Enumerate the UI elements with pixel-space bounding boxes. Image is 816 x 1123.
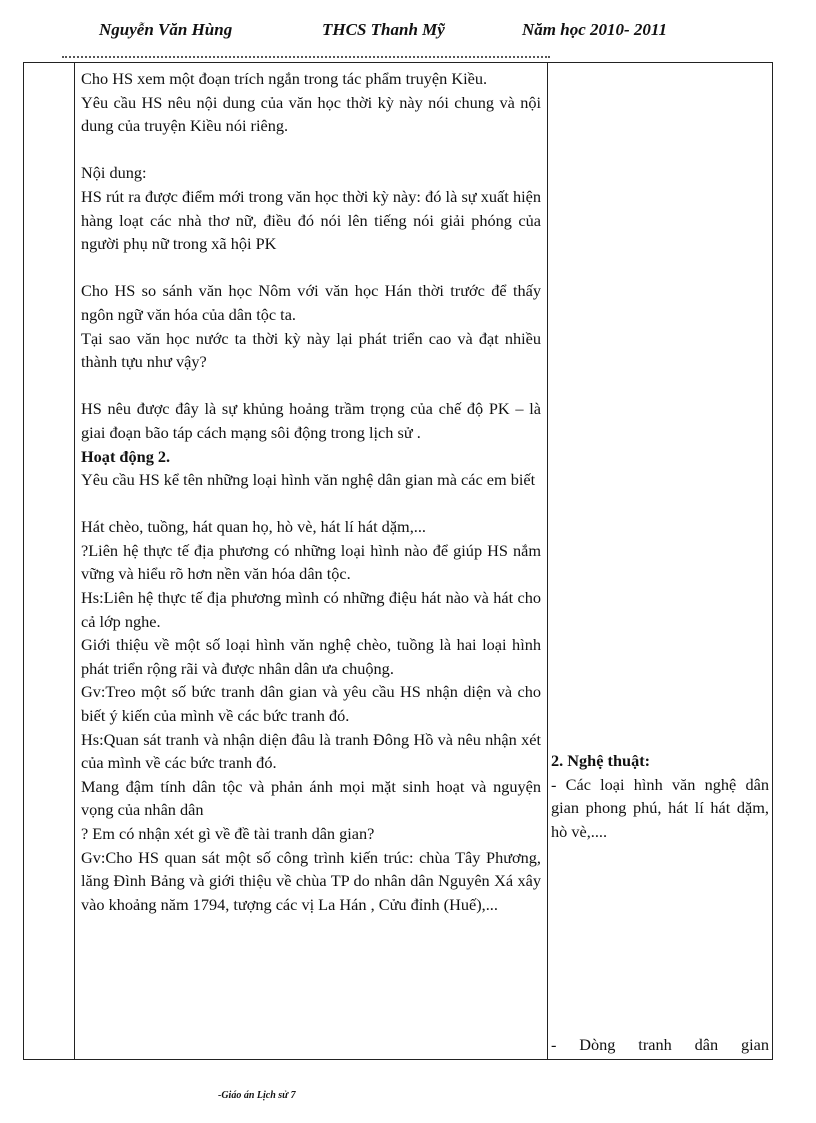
author-name: Nguyễn Văn Hùng	[99, 20, 233, 39]
activity-paragraph: Hs:Quan sát tranh và nhận diện đâu là tranh Đông Hồ và nêu nhận xét của mình về các bức tranh đó.	[81, 729, 541, 773]
activity-paragraph: Cho HS so sánh văn học Nôm với văn học Hán thời trước để thấy ngôn ngữ văn hóa của dân tộc ta.	[81, 281, 541, 324]
art-text: - Các loại hình văn nghệ dân gian phong phú, hát lí hát dặm, hò vè,....	[551, 774, 769, 841]
column-divider-right	[547, 63, 548, 1059]
activity-2-heading: Hoạt động 2.	[81, 446, 171, 466]
activity-paragraph: Nội dung:	[81, 163, 147, 183]
activity-paragraph: ? Em có nhận xét gì về đề tài tranh dân gian?	[81, 824, 375, 843]
blank-line	[81, 374, 541, 398]
folk-painting-text: - Dòng tranh dân gian	[551, 1035, 769, 1054]
school-year: Năm học 2010- 2011	[522, 20, 667, 39]
lesson-table	[23, 62, 773, 1060]
content-column-bottom	[551, 1033, 769, 1057]
activity-paragraph: HS rút ra được điểm mới trong văn học thời kỳ này: đó là sự xuất hiện hàng loạt các nhà thơ nữ, điều đó nói lên tiếng nói giải phóng của người phụ nữ trong xã hội PK	[81, 186, 541, 254]
page-footer: -Giáo án Lịch sử 7	[218, 1090, 296, 1101]
activity-paragraph: Yêu cầu HS nêu nội dung của văn học thời kỳ này nói chung và nội dung của truyện Kiều nói riêng.	[81, 92, 541, 136]
blank-line	[81, 256, 541, 280]
activity-paragraph: Gv:Cho HS quan sát một số công trình kiến trúc: chùa Tây Phương, lăng Đình Bảng và giới thiệu về chùa TP do nhân dân Nguyên Xá xây vào khoảng năm 1794, tượng các vị La Hán , Cửu đỉnh (Huế),...	[81, 847, 541, 914]
activity-paragraph: Cho HS xem một đoạn trích ngắn trong tác phẩm truyện Kiều.	[81, 69, 488, 88]
column-divider-left	[74, 63, 75, 1059]
art-heading: 2. Nghệ thuật:	[551, 751, 651, 770]
page-header	[0, 20, 816, 44]
content-column-art	[551, 749, 769, 843]
activity-heading	[81, 445, 541, 469]
activity-paragraph: Giới thiệu về một số loại hình văn nghệ chèo, tuồng là hai loại hình phát triển rộng rãi và được nhân dân ưa chuộng.	[81, 635, 541, 678]
header-dotted-separator	[62, 46, 550, 58]
activities-column	[81, 67, 541, 916]
activity-paragraph: Yêu cầu HS kể tên những loại hình văn nghệ dân gian mà các em biết	[81, 470, 536, 490]
activity-paragraph: Gv:Treo một số bức tranh dân gian và yêu cầu HS nhận diện và cho biết ý kiến của mình về các bức tranh đó.	[81, 682, 541, 726]
activity-paragraph: Hs:Liên hệ thực tế địa phương mình có những điệu hát nào và hát cho cả lớp nghe.	[81, 588, 541, 631]
activity-paragraph: Tại sao văn học nước ta thời kỳ này lại phát triển cao và đạt nhiều thành tựu như vậy?	[81, 328, 541, 372]
activity-paragraph: ?Liên hệ thực tế địa phương có những loại hình nào để giúp HS nắm vững và hiểu rõ hơn nền văn hóa dân tộc.	[81, 540, 541, 584]
activity-paragraph: HS nêu được đây là sự khủng hoảng trầm trọng của chế độ PK – là giai đoạn bão táp cách mạng sôi động trong lịch sử .	[81, 399, 541, 442]
school-name: THCS Thanh Mỹ	[322, 20, 445, 39]
blank-line	[81, 492, 541, 516]
activity-paragraph: Hát chèo, tuồng, hát quan họ, hò vè, hát lí hát dặm,...	[81, 517, 426, 537]
blank-line	[81, 138, 541, 162]
activity-paragraph: Mang đậm tính dân tộc và phản ánh mọi mặt sinh hoạt và nguyện vọng của nhân dân	[81, 776, 541, 820]
